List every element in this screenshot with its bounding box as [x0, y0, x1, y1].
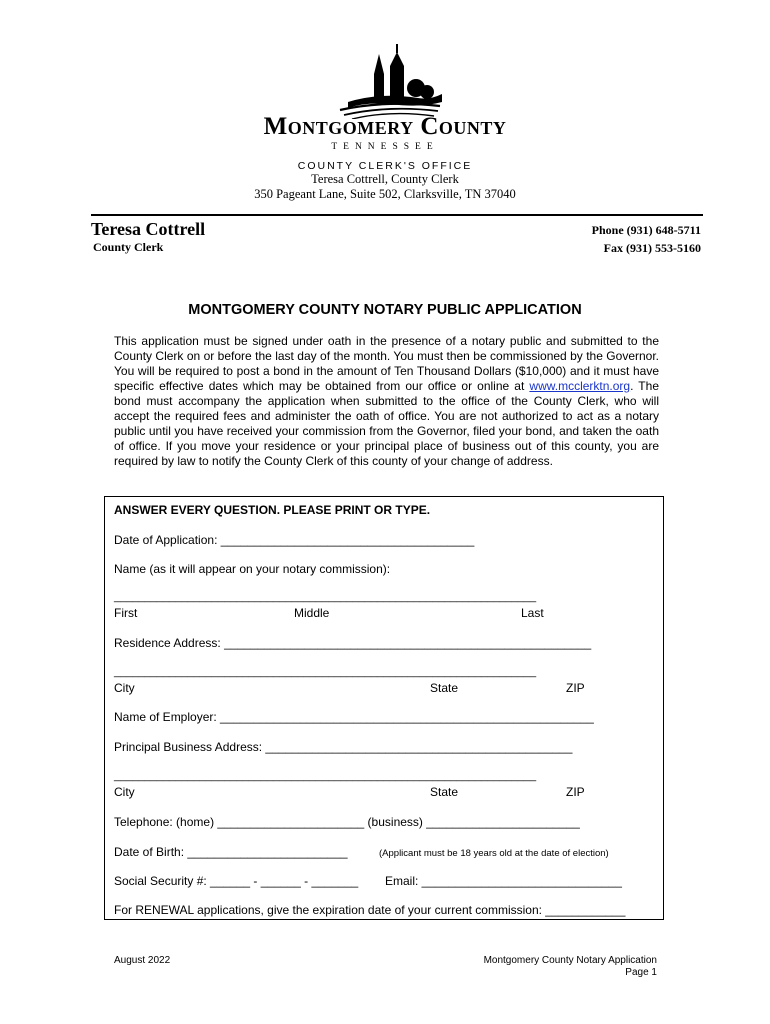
residence-address-field[interactable]: Residence Address: _______________________________________________________ [114, 636, 592, 650]
renewal-expiration-field[interactable]: For RENEWAL applications, give the expiration date of your current commission: ____________ [114, 903, 626, 917]
intro-text-1: This application must be signed under oath in the presence of a notary public and submitted to the County Clerk on or before the last day of the month. You must then be commissioned by the Governor. You will be required to post a bond in the amount of Ten Thousand Dollars ($10,000) and it must have specific effective dates which may be obtained from our office or online at [114, 334, 659, 393]
intro-paragraph [114, 334, 659, 469]
page-number: Page 1 [625, 967, 657, 978]
form-heading: ANSWER EVERY QUESTION. PLEASE PRINT OR TYPE. [114, 503, 431, 517]
last-name-label: Last [521, 606, 544, 620]
state-name: TENNESSEE [331, 142, 439, 152]
first-name-label: First [114, 606, 138, 620]
clerk-name-line: Teresa Cottrell, County Clerk [311, 172, 459, 186]
business-address-field[interactable]: Principal Business Address: ______________________________________________ [114, 740, 573, 754]
name-label: Name (as it will appear on your notary commission): [114, 562, 391, 576]
document-title: MONTGOMERY COUNTY NOTARY PUBLIC APPLICATION [188, 302, 582, 318]
clerk-name: Teresa Cottrell [91, 219, 206, 239]
business-zip-label: ZIP [566, 785, 585, 799]
phone-number: Phone (931) 648-5711 [591, 223, 701, 237]
website-link[interactable]: www.mcclerktn.org [529, 379, 631, 393]
telephone-field[interactable]: Telephone: (home) ______________________ (business) _______________________ [114, 815, 580, 829]
header-divider [91, 214, 703, 216]
business-city-label: City [114, 785, 135, 799]
name-field[interactable]: _____________________________________________________________________ [114, 591, 537, 603]
residence-address-line2[interactable]: _____________________________________________________________________ [114, 666, 537, 678]
date-of-application-field[interactable]: Date of Application: ______________________________________ [114, 533, 475, 547]
age-requirement-note: (Applicant must be 18 years old at the date of election) [379, 848, 609, 859]
business-address-line2[interactable]: _____________________________________________________________________ [114, 770, 537, 782]
county-name: Montgomery County [263, 113, 507, 140]
state-label: State [430, 681, 459, 695]
email-field[interactable]: Email: ______________________________ [385, 874, 622, 888]
middle-name-label: Middle [294, 606, 330, 620]
office-name: COUNTY CLERK'S OFFICE [297, 160, 473, 172]
employer-field[interactable]: Name of Employer: ________________________________________________________ [114, 710, 594, 724]
intro-text-2: . The bond must accompany the application when submitted to the office of the County Clerk, who will accept the required fees and administer the oath of office. You are not authorized to act as a notary public until you have received your commission from the Governor, filed your bond, and taken the oath of office. If you move your residence or your principal place of business out of this county, you are required by law to notify the County Clerk of this county of your change of address. [114, 379, 659, 468]
date-of-birth-field[interactable]: Date of Birth: ________________________ [114, 845, 348, 859]
fax-number: Fax (931) 553-5160 [603, 241, 701, 255]
business-state-label: State [430, 785, 459, 799]
ssn-field[interactable]: Social Security #: ______ - ______ - _______ [114, 874, 359, 888]
office-address: 350 Pageant Lane, Suite 502, Clarksville, TN 37040 [254, 187, 516, 201]
clerk-title: County Clerk [93, 240, 164, 254]
footer-title: Montgomery County Notary Application [483, 955, 657, 966]
city-label: City [114, 681, 135, 695]
county-logo-icon [330, 44, 450, 119]
zip-label: ZIP [566, 681, 585, 695]
footer-date: August 2022 [114, 955, 171, 966]
